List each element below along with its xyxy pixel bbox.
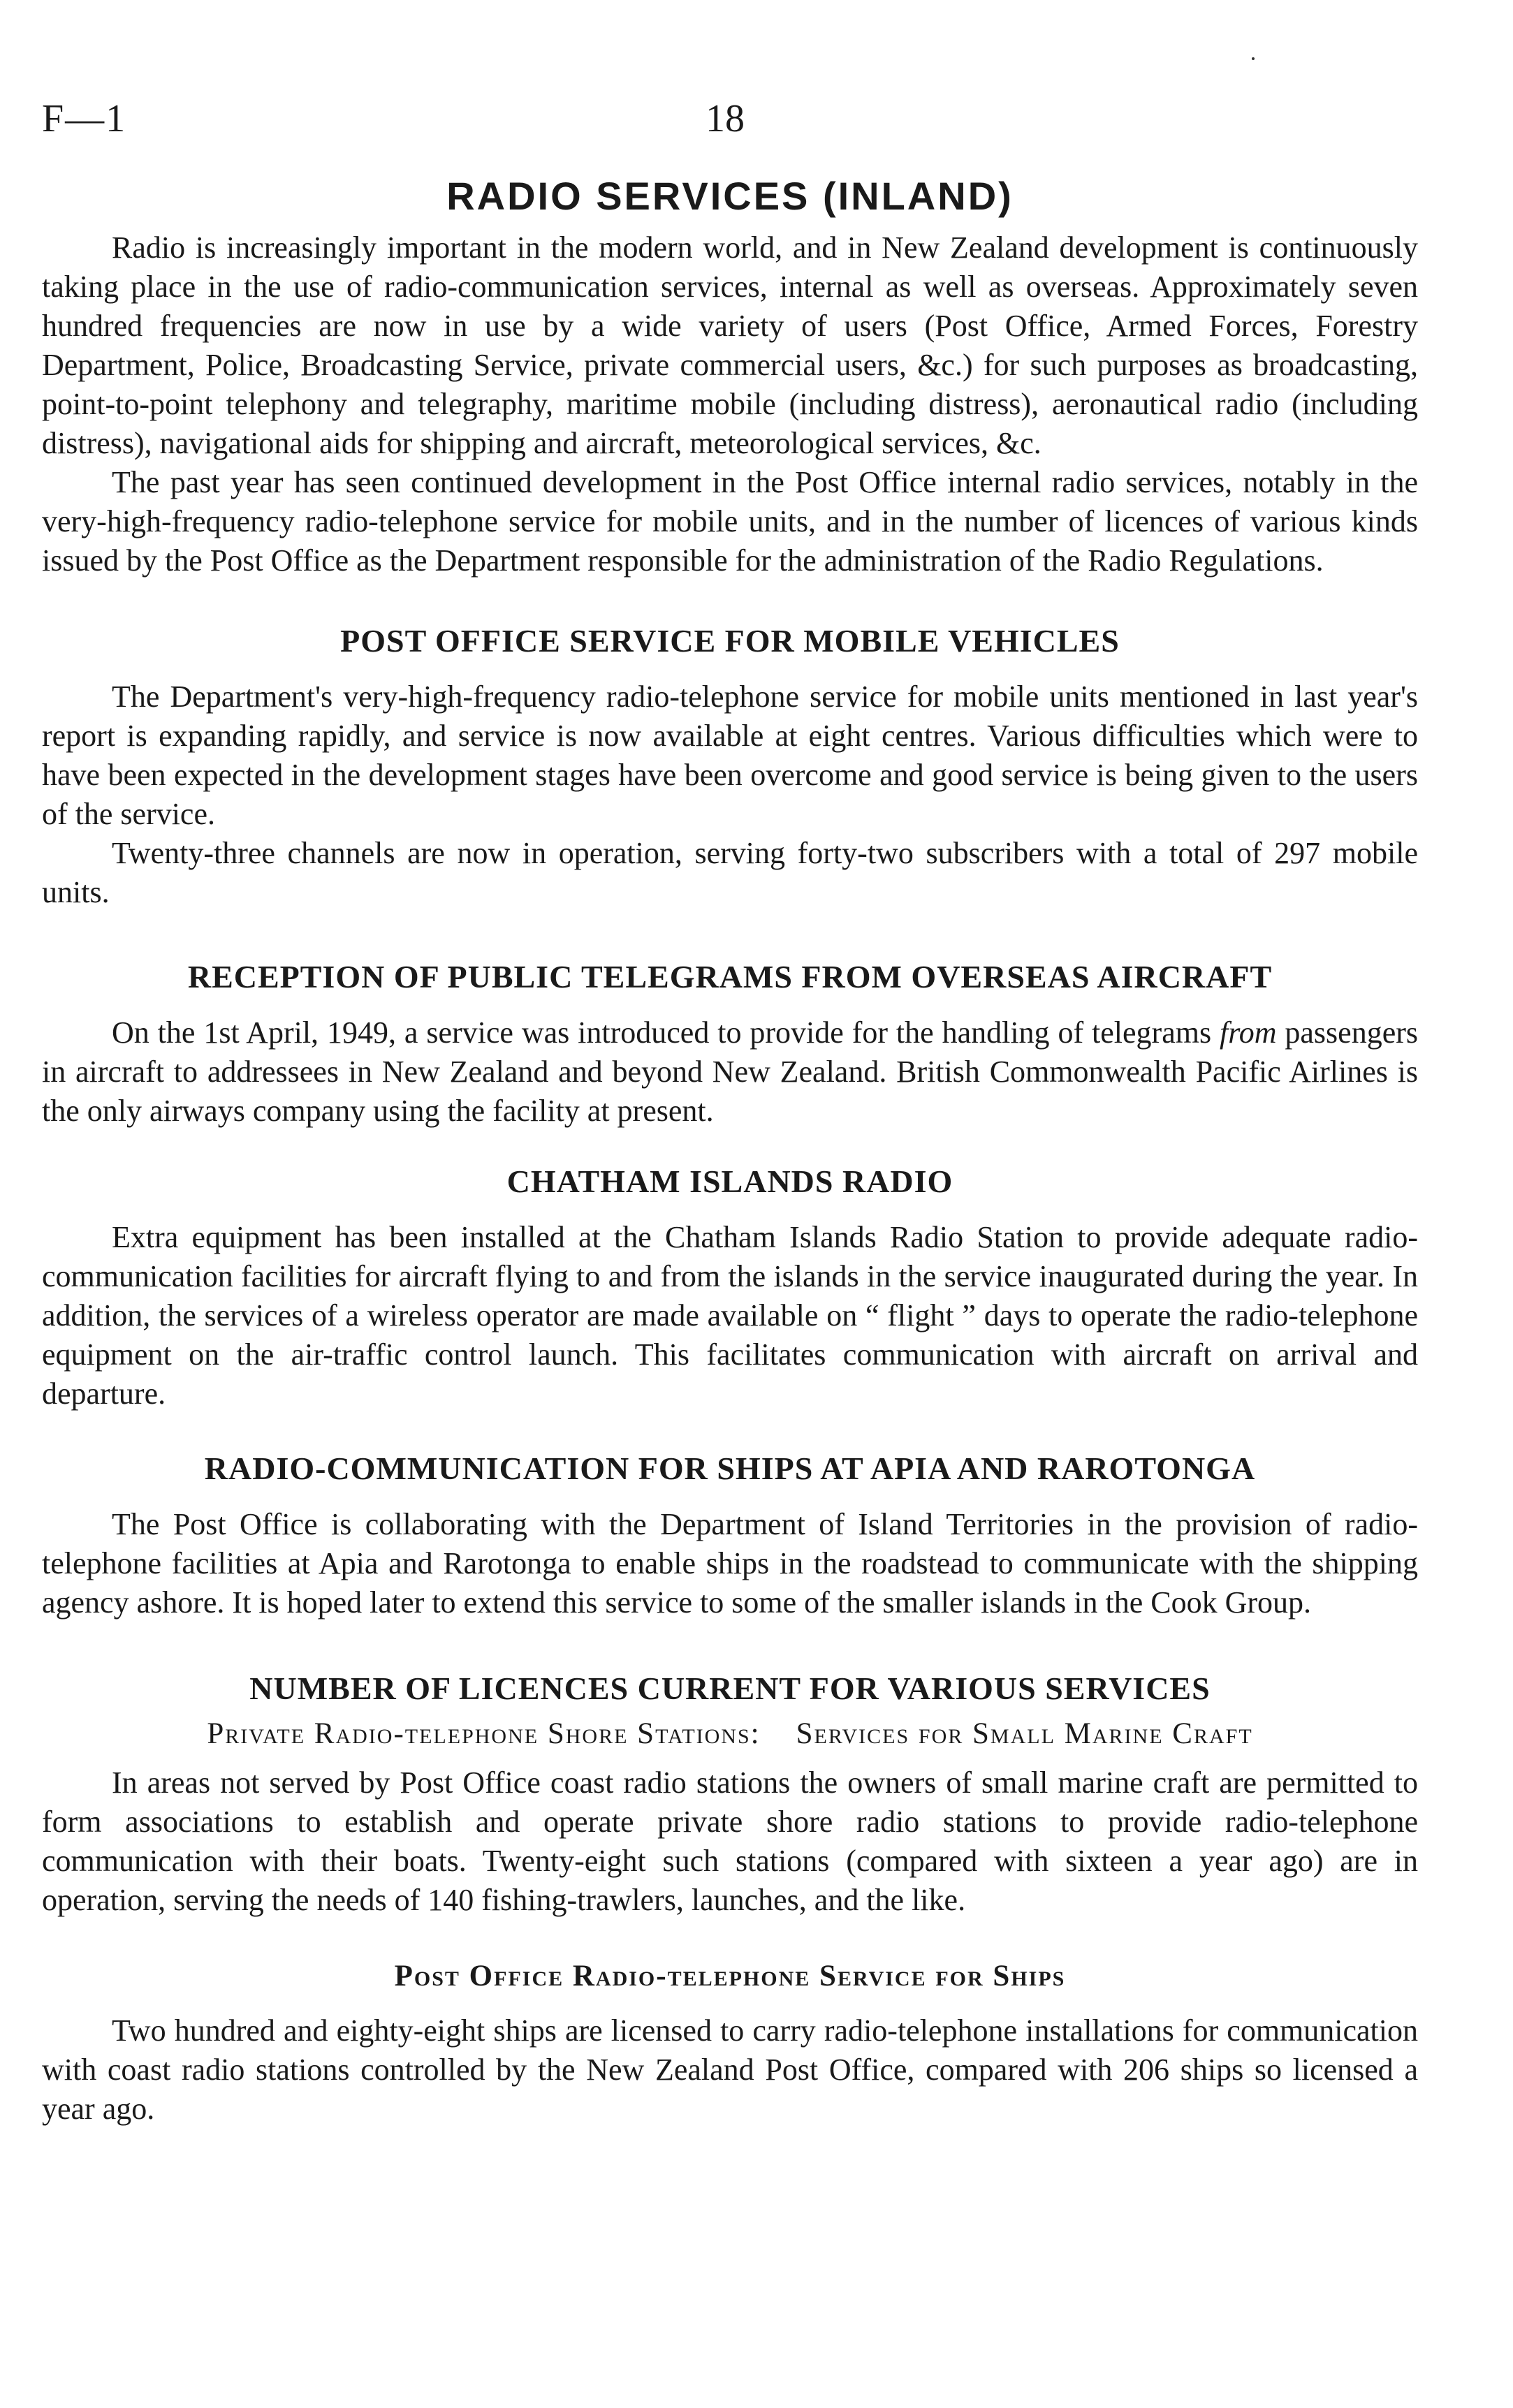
- licences-subheading-right: Services for Small Marine Craft: [796, 1717, 1253, 1750]
- intro-paragraph-2: The past year has seen continued development in the Post Office internal radio services, notably in the very-high-frequency radio-telephone service for mobile units, and in the number of licences of various kinds issued by the Post Office as the Department responsible for the administration of the Radio Regulations.: [42, 465, 1418, 578]
- overseas-aircraft-text-italic: from: [1219, 1015, 1277, 1050]
- speck-mark: [1252, 57, 1255, 60]
- licences-subheading: [42, 1717, 1418, 1751]
- document-code: F—1: [42, 97, 127, 140]
- apia-paragraph: The Post Office is collaborating with the Department of Island Territories in the provision of radio-telephone facilities at Apia and Rarotonga to enable ships in the roadstead to communicate with the shipping agency ashore. It is hoped later to extend this service to some of the smaller islands in the Cook Group.: [42, 1507, 1418, 1620]
- section-heading-licences: NUMBER OF LICENCES CURRENT FOR VARIOUS SERVICES: [249, 1671, 1211, 1706]
- page-number: 18: [706, 97, 745, 140]
- overseas-aircraft-text-after: passengers in aircraft to addressees in New Zealand and beyond New Zealand. British Commonwealth Pacific Airlines is the only airways company using the facility at present.: [42, 1015, 1419, 1128]
- section-heading-apia: RADIO-COMMUNICATION FOR SHIPS AT APIA AND RAROTONGA: [204, 1451, 1256, 1486]
- overseas-aircraft-paragraph: [42, 1013, 1418, 1131]
- page-title: RADIO SERVICES (INLAND): [446, 174, 1014, 218]
- intro-paragraph-1: Radio is increasingly important in the modern world, and in New Zealand development is continuously taking place in the use of radio-communication services, internal as well as overseas. Approximately seven hundred frequencies are now in use by a wide variety of users (Post Office, Armed Forces, Forestry Department, Police, Broadcasting Service, private commercial users, &c.) for such purposes as broadcasting, point-to-point telephony and telegraphy, maritime mobile (including distress), aeronautical radio (including distress), navigational aids for shipping and aircraft, meteorological services, &c.: [42, 230, 1418, 460]
- mobile-vehicles-paragraph-2: Twenty-three channels are now in operation, serving forty-two subscribers with a total of 297 mobile units.: [42, 836, 1418, 909]
- mobile-vehicles-paragraph-1: The Department's very-high-frequency radio-telephone service for mobile units mentioned in last year's report is expanding rapidly, and service is now available at eight centres. Various difficulties which were to have been expected in the development stages have been overcome and good service is being given to the users of the service.: [42, 680, 1418, 831]
- ships-service-paragraph: Two hundred and eighty-eight ships are licensed to carry radio-telephone installations for communication with coast radio stations controlled by the New Zealand Post Office, compared with 206 ships so licensed a year ago.: [42, 2013, 1418, 2126]
- section-heading-ships-service: Post Office Radio-telephone Service for Ships: [394, 1960, 1066, 1992]
- licences-paragraph: In areas not served by Post Office coast radio stations the owners of small marine craft are permitted to form associations to establish and operate private shore radio stations to provide radio-telephone communication with their boats. Twenty-eight such stations (compared with sixteen a year ago) are in operation, serving the needs of 140 fishing-trawlers, launches, and the like.: [42, 1765, 1418, 1917]
- overseas-aircraft-text-before: On the 1st April, 1949, a service was introduced to provide for the handling of telegrams: [112, 1015, 1220, 1050]
- section-heading-overseas-aircraft: RECEPTION OF PUBLIC TELEGRAMS FROM OVERSEAS AIRCRAFT: [187, 959, 1273, 994]
- chatham-paragraph: Extra equipment has been installed at the Chatham Islands Radio Station to provide adequate radio-communication facilities for aircraft flying to and from the islands in the service inaugurated during the year. In addition, the services of a wireless operator are made available on “ flight ” days to operate the radio-telephone equipment on the air-traffic control launch. This facilitates communication with aircraft on arrival and departure.: [42, 1220, 1418, 1411]
- section-heading-mobile-vehicles: POST OFFICE SERVICE FOR MOBILE VEHICLES: [340, 623, 1120, 659]
- section-heading-chatham: CHATHAM ISLANDS RADIO: [506, 1163, 953, 1199]
- page-content: [42, 173, 1418, 2129]
- licences-subheading-left: Private Radio-telephone Shore Stations:: [207, 1717, 761, 1750]
